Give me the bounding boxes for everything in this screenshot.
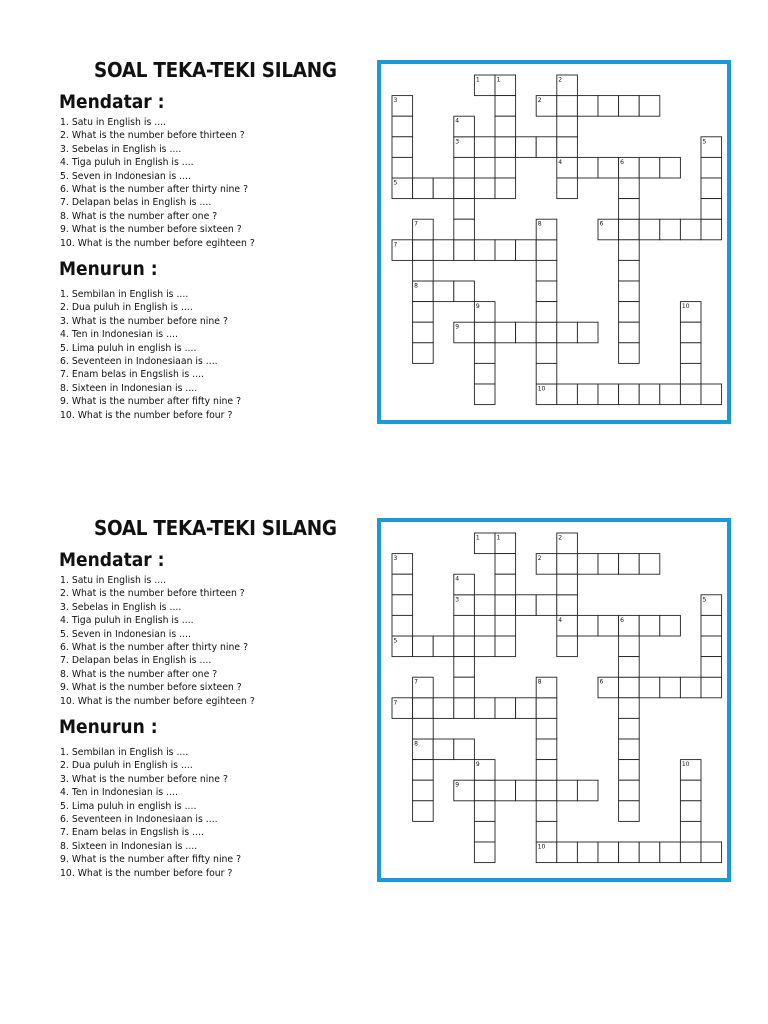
down-clue: 1. Sembilan in English is .... xyxy=(60,289,189,300)
crossword-cell[interactable] xyxy=(701,615,722,636)
crossword-cell[interactable] xyxy=(433,240,454,261)
crossword-cell[interactable] xyxy=(598,615,619,636)
clue-number: 6 xyxy=(620,158,624,166)
down-clue-list xyxy=(60,288,241,422)
clue-number: 2 xyxy=(537,555,542,563)
crossword-cell[interactable] xyxy=(392,574,413,595)
crossword-cell[interactable] xyxy=(474,178,495,199)
clue-number: 1 xyxy=(496,76,501,84)
clue-number: 6 xyxy=(599,220,604,228)
crossword-cell[interactable] xyxy=(413,178,434,199)
crossword-cell[interactable] xyxy=(454,157,475,178)
crossword-cell[interactable] xyxy=(536,260,557,281)
crossword-cell[interactable] xyxy=(639,384,660,405)
crossword-cell[interactable] xyxy=(680,322,701,343)
down-clue: 5. Lima puluh in english is .... xyxy=(60,342,197,354)
across-clue: 5. Seven in Indonesian is .... xyxy=(60,170,191,182)
across-clue: 4. Tiga puluh in English is .... xyxy=(60,615,194,627)
crossword-grid xyxy=(381,522,727,878)
crossword-cell[interactable] xyxy=(495,96,516,117)
clue-number: 10 xyxy=(537,843,546,851)
crossword-cell[interactable] xyxy=(495,780,516,801)
crossword-cell[interactable] xyxy=(598,554,619,575)
crossword-cell[interactable] xyxy=(474,801,495,822)
clue-number: 2 xyxy=(558,76,563,84)
crossword-cell[interactable] xyxy=(701,384,722,405)
down-clue: 5. Lima puluh in english is .... xyxy=(60,800,197,812)
down-clue: 3. What is the number before nine ? xyxy=(60,773,228,785)
crossword-cell[interactable] xyxy=(392,157,413,178)
clue-number: 4 xyxy=(558,158,563,166)
crossword-cell[interactable] xyxy=(516,240,537,261)
crossword-cell[interactable] xyxy=(598,842,619,863)
crossword-cell[interactable] xyxy=(619,842,640,863)
worksheet-bottom xyxy=(0,516,768,976)
clue-number: 9 xyxy=(475,761,480,769)
crossword-cell[interactable] xyxy=(557,842,578,863)
crossword-cell[interactable] xyxy=(536,780,557,801)
crossword-cell[interactable] xyxy=(536,322,557,343)
across-clue: 8. What is the number after one ? xyxy=(60,668,218,680)
down-heading: Menurun : xyxy=(59,258,158,280)
crossword-cell[interactable] xyxy=(619,343,640,364)
crossword-cell[interactable] xyxy=(474,821,495,842)
worksheet-title: SOAL TEKA-TEKI SILANG xyxy=(94,516,337,540)
crossword-cell[interactable] xyxy=(577,322,598,343)
crossword-cell[interactable] xyxy=(536,718,557,739)
crossword-cell[interactable] xyxy=(619,96,640,117)
crossword-cell[interactable] xyxy=(619,302,640,323)
crossword-cell[interactable] xyxy=(433,698,454,719)
crossword-cell[interactable] xyxy=(536,760,557,781)
crossword-cell[interactable] xyxy=(433,636,454,657)
crossword-cell[interactable] xyxy=(433,739,454,760)
across-clue: 3. Sebelas in English is .... xyxy=(60,143,182,155)
crossword-cell[interactable] xyxy=(619,636,640,657)
crossword-cell[interactable] xyxy=(454,657,475,678)
crossword-cell[interactable] xyxy=(557,96,578,117)
clue-number: 1 xyxy=(496,534,501,542)
crossword-cell[interactable] xyxy=(392,137,413,158)
crossword-cell[interactable] xyxy=(536,343,557,364)
crossword-cell[interactable] xyxy=(701,157,722,178)
down-clue: 10. What is the number before four ? xyxy=(60,867,233,879)
clue-number: 4 xyxy=(558,616,563,624)
crossword-cell[interactable] xyxy=(701,178,722,199)
crossword-cell[interactable] xyxy=(639,554,660,575)
crossword-cell[interactable] xyxy=(536,363,557,384)
crossword-cell[interactable] xyxy=(454,281,475,302)
crossword-cell[interactable] xyxy=(577,384,598,405)
crossword-frame xyxy=(377,518,731,882)
crossword-cell[interactable] xyxy=(413,780,434,801)
crossword-cell[interactable] xyxy=(557,780,578,801)
down-clue: 7. Enam belas in Engslish is .... xyxy=(60,827,205,839)
crossword-cell[interactable] xyxy=(680,384,701,405)
clue-number: 6 xyxy=(620,616,624,624)
crossword-cell[interactable] xyxy=(516,137,537,158)
crossword-cell[interactable] xyxy=(680,801,701,822)
clue-number: 8 xyxy=(537,678,542,686)
crossword-cell[interactable] xyxy=(495,554,516,575)
crossword-cell[interactable] xyxy=(577,615,598,636)
crossword-cell[interactable] xyxy=(392,595,413,616)
clue-number: 4 xyxy=(455,575,460,583)
clue-number: 10 xyxy=(681,761,690,769)
crossword-cell[interactable] xyxy=(577,157,598,178)
crossword-cell[interactable] xyxy=(413,698,434,719)
across-clue: 3. Sebelas in English is .... xyxy=(60,601,182,613)
crossword-cell[interactable] xyxy=(619,260,640,281)
crossword-cell[interactable] xyxy=(433,178,454,199)
down-clue: 4. Ten in Indonesian is .... xyxy=(60,329,178,341)
across-clue-list xyxy=(60,116,255,250)
crossword-cell[interactable] xyxy=(639,842,660,863)
crossword-cell[interactable] xyxy=(474,595,495,616)
crossword-cell[interactable] xyxy=(536,739,557,760)
crossword-cell[interactable] xyxy=(701,636,722,657)
crossword-cell[interactable] xyxy=(495,636,516,657)
crossword-cell[interactable] xyxy=(619,219,640,240)
clue-number: 10 xyxy=(681,303,690,311)
crossword-cell[interactable] xyxy=(536,240,557,261)
crossword-cell[interactable] xyxy=(454,199,475,220)
crossword-cell[interactable] xyxy=(536,698,557,719)
across-clue: 4. Tiga puluh in English is .... xyxy=(60,157,194,169)
across-clue: 1. Satu in English is .... xyxy=(60,575,167,586)
crossword-cell[interactable] xyxy=(474,842,495,863)
crossword-cell[interactable] xyxy=(474,343,495,364)
across-clue: 2. What is the number before thirteen ? xyxy=(60,588,245,600)
down-clue: 2. Dua puluh in English is .... xyxy=(60,760,193,772)
worksheet-title: SOAL TEKA-TEKI SILANG xyxy=(94,58,337,82)
down-clue: 3. What is the number before nine ? xyxy=(60,315,228,327)
down-clue: 8. Sixteen in Indonesian is .... xyxy=(60,840,198,852)
clue-number: 8 xyxy=(414,282,418,290)
crossword-cell[interactable] xyxy=(557,322,578,343)
down-heading: Menurun : xyxy=(59,716,158,738)
crossword-cell[interactable] xyxy=(516,595,537,616)
clue-number: 8 xyxy=(537,220,542,228)
crossword-cell[interactable] xyxy=(619,657,640,678)
crossword-cell[interactable] xyxy=(495,157,516,178)
across-heading: Mendatar : xyxy=(59,91,165,113)
crossword-cell[interactable] xyxy=(454,677,475,698)
crossword-cell[interactable] xyxy=(516,698,537,719)
crossword-cell[interactable] xyxy=(680,842,701,863)
crossword-cell[interactable] xyxy=(660,219,681,240)
crossword-cell[interactable] xyxy=(454,698,475,719)
crossword-cell[interactable] xyxy=(680,343,701,364)
crossword-cell[interactable] xyxy=(413,760,434,781)
crossword-cell[interactable] xyxy=(701,657,722,678)
crossword-cell[interactable] xyxy=(660,615,681,636)
crossword-cell[interactable] xyxy=(413,322,434,343)
crossword-cell[interactable] xyxy=(474,780,495,801)
down-clue: 9. What is the number after fifty nine ? xyxy=(60,396,242,408)
clue-number: 7 xyxy=(393,241,398,249)
crossword-cell[interactable] xyxy=(619,281,640,302)
crossword-cell[interactable] xyxy=(433,281,454,302)
crossword-cell[interactable] xyxy=(701,199,722,220)
crossword-cell[interactable] xyxy=(495,178,516,199)
crossword-cell[interactable] xyxy=(454,739,475,760)
across-clue: 7. Delapan belas in English is .... xyxy=(60,655,212,667)
across-clue: 1. Satu in English is .... xyxy=(60,117,167,128)
clue-number: 4 xyxy=(455,117,460,125)
crossword-cell[interactable] xyxy=(619,322,640,343)
crossword-grid xyxy=(381,64,727,420)
crossword-cell[interactable] xyxy=(619,698,640,719)
down-clue: 1. Sembilan in English is .... xyxy=(60,747,189,758)
crossword-cell[interactable] xyxy=(516,780,537,801)
crossword-cell[interactable] xyxy=(701,219,722,240)
across-clue: 6. What is the number after thirty nine ? xyxy=(60,641,249,653)
crossword-cell[interactable] xyxy=(495,574,516,595)
down-clue: 7. Enam belas in Engslish is .... xyxy=(60,369,205,381)
crossword-cell[interactable] xyxy=(619,801,640,822)
crossword-cell[interactable] xyxy=(701,677,722,698)
clue-number: 8 xyxy=(414,740,418,748)
crossword-cell[interactable] xyxy=(639,219,660,240)
crossword-cell[interactable] xyxy=(413,636,434,657)
crossword-cell[interactable] xyxy=(536,281,557,302)
clue-number: 5 xyxy=(393,179,398,187)
crossword-cell[interactable] xyxy=(577,554,598,575)
crossword-cell[interactable] xyxy=(680,219,701,240)
crossword-cell[interactable] xyxy=(557,574,578,595)
clue-number: 6 xyxy=(599,678,604,686)
crossword-cell[interactable] xyxy=(474,636,495,657)
crossword-cell[interactable] xyxy=(660,842,681,863)
crossword-cell[interactable] xyxy=(413,343,434,364)
clue-number: 2 xyxy=(558,534,563,542)
across-clue-list xyxy=(60,574,255,708)
crossword-cell[interactable] xyxy=(619,384,640,405)
crossword-cell[interactable] xyxy=(516,322,537,343)
crossword-cell[interactable] xyxy=(680,677,701,698)
crossword-cell[interactable] xyxy=(680,780,701,801)
crossword-cell[interactable] xyxy=(598,96,619,117)
crossword-cell[interactable] xyxy=(495,137,516,158)
across-clue: 6. What is the number after thirty nine ? xyxy=(60,183,249,195)
crossword-cell[interactable] xyxy=(413,302,434,323)
clue-number: 2 xyxy=(537,97,542,105)
crossword-cell[interactable] xyxy=(474,384,495,405)
crossword-cell[interactable] xyxy=(454,219,475,240)
crossword-cell[interactable] xyxy=(577,842,598,863)
crossword-cell[interactable] xyxy=(639,157,660,178)
clue-number: 1 xyxy=(475,76,480,84)
clue-number: 1 xyxy=(475,534,480,542)
clue-number: 3 xyxy=(455,138,460,146)
crossword-cell[interactable] xyxy=(557,636,578,657)
crossword-cell[interactable] xyxy=(557,554,578,575)
crossword-cell[interactable] xyxy=(495,595,516,616)
crossword-cell[interactable] xyxy=(619,780,640,801)
worksheet-top xyxy=(0,58,768,518)
clue-number: 7 xyxy=(414,220,418,228)
across-clue: 9. What is the number before sixteen ? xyxy=(60,682,242,694)
crossword-cell[interactable] xyxy=(577,780,598,801)
crossword-cell[interactable] xyxy=(557,595,578,616)
crossword-cell[interactable] xyxy=(680,363,701,384)
crossword-cell[interactable] xyxy=(454,636,475,657)
crossword-cell[interactable] xyxy=(495,698,516,719)
crossword-cell[interactable] xyxy=(619,199,640,220)
crossword-cell[interactable] xyxy=(680,821,701,842)
clue-number: 9 xyxy=(455,781,460,789)
crossword-cell[interactable] xyxy=(495,615,516,636)
clue-number: 3 xyxy=(393,555,398,563)
crossword-cell[interactable] xyxy=(557,178,578,199)
crossword-cell[interactable] xyxy=(536,302,557,323)
crossword-cell[interactable] xyxy=(474,322,495,343)
clue-number: 7 xyxy=(414,678,418,686)
down-clue: 6. Seventeen in Indonesiaan is .... xyxy=(60,813,218,825)
crossword-cell[interactable] xyxy=(660,157,681,178)
crossword-cell[interactable] xyxy=(454,240,475,261)
crossword-cell[interactable] xyxy=(536,595,557,616)
crossword-cell[interactable] xyxy=(619,554,640,575)
crossword-cell[interactable] xyxy=(413,240,434,261)
crossword-cell[interactable] xyxy=(639,96,660,117)
crossword-cell[interactable] xyxy=(619,739,640,760)
across-clue: 8. What is the number after one ? xyxy=(60,210,218,222)
crossword-cell[interactable] xyxy=(474,363,495,384)
clue-number: 3 xyxy=(393,97,398,105)
crossword-cell[interactable] xyxy=(413,801,434,822)
crossword-cell[interactable] xyxy=(392,116,413,137)
clue-number: 3 xyxy=(455,596,460,604)
clue-number: 5 xyxy=(702,596,707,604)
crossword-cell[interactable] xyxy=(454,178,475,199)
crossword-cell[interactable] xyxy=(413,718,434,739)
crossword-cell[interactable] xyxy=(536,821,557,842)
crossword-cell[interactable] xyxy=(495,322,516,343)
down-clue: 9. What is the number after fifty nine ? xyxy=(60,854,242,866)
crossword-cell[interactable] xyxy=(619,178,640,199)
crossword-frame xyxy=(377,60,731,424)
down-clue: 10. What is the number before four ? xyxy=(60,409,233,421)
crossword-cell[interactable] xyxy=(557,137,578,158)
crossword-cell[interactable] xyxy=(536,137,557,158)
down-clue: 4. Ten in Indonesian is .... xyxy=(60,787,178,799)
crossword-cell[interactable] xyxy=(598,157,619,178)
clue-number: 5 xyxy=(393,637,398,645)
down-clue-list xyxy=(60,746,241,880)
clue-number: 5 xyxy=(702,138,707,146)
down-clue: 8. Sixteen in Indonesian is .... xyxy=(60,382,198,394)
across-heading: Mendatar : xyxy=(59,549,165,571)
across-clue: 10. What is the number before egihteen ? xyxy=(60,695,255,707)
crossword-cell[interactable] xyxy=(557,116,578,137)
crossword-cell[interactable] xyxy=(701,842,722,863)
crossword-cell[interactable] xyxy=(413,260,434,281)
clue-number: 9 xyxy=(455,323,460,331)
crossword-cell[interactable] xyxy=(474,698,495,719)
crossword-cell[interactable] xyxy=(619,760,640,781)
crossword-cell[interactable] xyxy=(639,615,660,636)
clue-number: 10 xyxy=(537,385,546,393)
crossword-cell[interactable] xyxy=(660,384,681,405)
across-clue: 2. What is the number before thirteen ? xyxy=(60,130,245,142)
across-clue: 7. Delapan belas in English is .... xyxy=(60,197,212,209)
clue-number: 7 xyxy=(393,699,398,707)
crossword-cell[interactable] xyxy=(577,96,598,117)
crossword-cell[interactable] xyxy=(392,615,413,636)
across-clue: 10. What is the number before egihteen ? xyxy=(60,237,255,249)
crossword-cell[interactable] xyxy=(639,677,660,698)
across-clue: 5. Seven in Indonesian is .... xyxy=(60,628,191,640)
crossword-cell[interactable] xyxy=(495,240,516,261)
crossword-cell[interactable] xyxy=(619,677,640,698)
down-clue: 6. Seventeen in Indonesiaan is .... xyxy=(60,355,218,367)
crossword-cell[interactable] xyxy=(454,615,475,636)
crossword-cell[interactable] xyxy=(474,240,495,261)
crossword-cell[interactable] xyxy=(619,718,640,739)
across-clue: 9. What is the number before sixteen ? xyxy=(60,224,242,236)
crossword-cell[interactable] xyxy=(495,116,516,137)
crossword-cell[interactable] xyxy=(598,384,619,405)
crossword-cell[interactable] xyxy=(660,677,681,698)
crossword-cell[interactable] xyxy=(619,240,640,261)
clue-number: 9 xyxy=(475,303,480,311)
crossword-cell[interactable] xyxy=(536,801,557,822)
down-clue: 2. Dua puluh in English is .... xyxy=(60,302,193,314)
crossword-cell[interactable] xyxy=(474,137,495,158)
crossword-cell[interactable] xyxy=(557,384,578,405)
